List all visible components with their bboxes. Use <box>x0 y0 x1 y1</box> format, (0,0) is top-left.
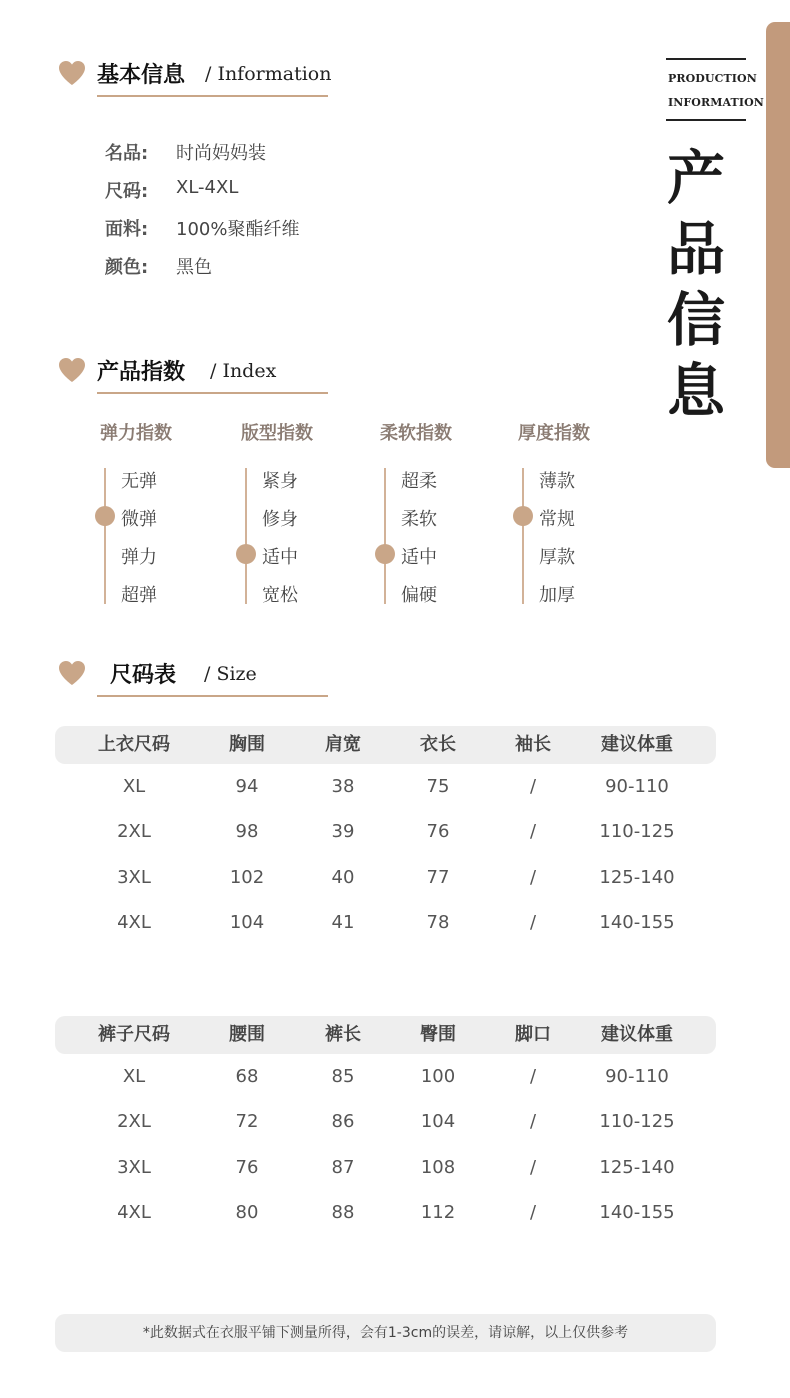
index-option: 无弹 <box>121 471 157 492</box>
vertical-heading-char: 信 <box>666 286 725 354</box>
table-cell: 85 <box>331 1066 355 1087</box>
heart-icon <box>58 357 86 383</box>
index-scale-line <box>104 468 106 604</box>
table-cell: 2XL <box>117 821 151 843</box>
table-header-cell: 腰围 <box>229 1024 265 1045</box>
index-group-title: 弹力指数 <box>100 423 172 444</box>
index-selected-dot <box>236 544 256 564</box>
table-header-cell: 肩宽 <box>325 734 361 755</box>
index-selected-dot <box>95 506 115 526</box>
vertical-heading-char: 息 <box>666 357 725 425</box>
section-underline <box>97 95 328 97</box>
index-scale-line <box>522 468 524 604</box>
section-underline <box>97 695 328 697</box>
production-label: PRODUCTION <box>668 72 757 85</box>
table-cell: 80 <box>235 1201 259 1223</box>
heading-rule-bottom <box>666 119 746 121</box>
table-header-cell: 臀围 <box>420 1024 456 1045</box>
info-label-size: 尺码: <box>105 181 149 202</box>
index-subtitle: / Index <box>210 360 277 382</box>
table-cell: 75 <box>426 776 450 797</box>
table-header-cell: 建议体重 <box>601 734 673 755</box>
heart-icon <box>58 60 86 86</box>
index-selected-dot <box>375 544 395 564</box>
measurement-note: *此数据式在衣服平铺下测量所得，会有1-3cm的误差，请谅解，以上仅供参考 <box>142 1325 629 1341</box>
table-cell: 68 <box>235 1066 259 1087</box>
table-cell: 3XL <box>117 866 151 888</box>
table-cell: 125-140 <box>599 1156 675 1178</box>
table-header-cell: 胸围 <box>229 734 265 755</box>
table-cell: 3XL <box>117 1156 151 1178</box>
info-value-size: XL-4XL <box>176 177 239 198</box>
index-option: 紧身 <box>262 471 298 492</box>
table-cell: / <box>529 1066 537 1087</box>
table-cell: 110-125 <box>599 821 675 843</box>
index-option: 弹力 <box>121 547 157 568</box>
side-accent-bar <box>766 22 790 468</box>
table-cell: / <box>529 1201 537 1223</box>
table-header-cell: 上衣尺码 <box>98 734 170 755</box>
index-option: 常规 <box>539 509 575 530</box>
table-cell: 4XL <box>117 1201 151 1223</box>
table-cell: 41 <box>331 911 355 933</box>
index-group-title: 柔软指数 <box>380 423 452 444</box>
table-cell: 112 <box>420 1201 456 1223</box>
section-underline <box>97 392 328 394</box>
info-value-fabric: 100%聚酯纤维 <box>176 219 300 240</box>
index-scale-line <box>384 468 386 604</box>
table-cell: 76 <box>426 821 450 843</box>
index-option: 加厚 <box>539 585 575 606</box>
table-cell: / <box>529 776 537 797</box>
table-cell: / <box>529 1111 537 1133</box>
table-cell: 72 <box>235 1111 259 1133</box>
table-cell: 86 <box>331 1111 355 1133</box>
heading-rule-top <box>666 58 746 60</box>
table-cell: 90-110 <box>605 1066 669 1087</box>
info-label-fabric: 面料: <box>105 219 149 240</box>
table-cell: 140-155 <box>599 1201 675 1223</box>
table-cell: 98 <box>235 821 259 843</box>
index-option: 微弹 <box>121 509 157 530</box>
index-selected-dot <box>513 506 533 526</box>
table-header-cell: 建议体重 <box>601 1024 673 1045</box>
table-cell: 39 <box>331 821 355 843</box>
table-cell: 4XL <box>117 911 151 933</box>
index-option: 超弹 <box>121 585 157 606</box>
table-cell: XL <box>122 776 146 797</box>
table-header-cell: 衣长 <box>420 734 456 755</box>
table-cell: / <box>529 821 537 843</box>
info-label-color: 颜色: <box>105 257 149 278</box>
table-cell: 100 <box>420 1066 456 1087</box>
index-option: 修身 <box>262 509 298 530</box>
table-cell: XL <box>122 1066 146 1087</box>
table-cell: 104 <box>229 911 265 933</box>
info-value-color: 黑色 <box>176 257 212 278</box>
basic-info-subtitle: / Information <box>205 63 332 85</box>
table-cell: 78 <box>426 911 450 933</box>
index-option: 厚款 <box>539 547 575 568</box>
table-cell: 140-155 <box>599 911 675 933</box>
table-cell: 40 <box>331 866 355 888</box>
index-option: 宽松 <box>262 585 298 606</box>
table-cell: 125-140 <box>599 866 675 888</box>
index-option: 偏硬 <box>401 585 437 606</box>
table-cell: 104 <box>420 1111 456 1133</box>
index-group-title: 版型指数 <box>241 423 313 444</box>
index-option: 适中 <box>262 547 298 568</box>
index-group-title: 厚度指数 <box>518 423 590 444</box>
table-cell: / <box>529 911 537 933</box>
table-cell: / <box>529 1156 537 1178</box>
table-cell: 38 <box>331 776 355 797</box>
table-header-cell: 袖长 <box>515 734 551 755</box>
index-option: 柔软 <box>401 509 437 530</box>
basic-info-title: 基本信息 <box>97 63 186 88</box>
info-value-name: 时尚妈妈装 <box>176 143 266 164</box>
size-chart-title: 尺码表 <box>110 663 177 688</box>
size-chart-subtitle: / Size <box>204 663 257 685</box>
table-header-cell: 裤子尺码 <box>98 1024 170 1045</box>
table-cell: 87 <box>331 1156 355 1178</box>
info-label-name: 名品: <box>105 143 149 164</box>
table-cell: 110-125 <box>599 1111 675 1133</box>
table-header-cell: 裤长 <box>325 1024 361 1045</box>
table-cell: / <box>529 866 537 888</box>
heart-icon <box>58 660 86 686</box>
table-cell: 94 <box>235 776 259 797</box>
table-cell: 108 <box>420 1156 456 1178</box>
index-title: 产品指数 <box>97 360 186 385</box>
index-option: 适中 <box>401 547 437 568</box>
table-header-cell: 脚口 <box>515 1024 551 1045</box>
index-option: 超柔 <box>401 471 437 492</box>
vertical-heading-char: 产 <box>666 144 725 212</box>
table-cell: 77 <box>426 866 450 888</box>
table-cell: 102 <box>229 866 265 888</box>
index-option: 薄款 <box>539 471 575 492</box>
vertical-heading-char: 品 <box>666 215 725 283</box>
table-cell: 90-110 <box>605 776 669 797</box>
table-cell: 2XL <box>117 1111 151 1133</box>
table-cell: 88 <box>331 1201 355 1223</box>
index-scale-line <box>245 468 247 604</box>
table-cell: 76 <box>235 1156 259 1178</box>
information-label: INFORMATION <box>668 96 764 109</box>
